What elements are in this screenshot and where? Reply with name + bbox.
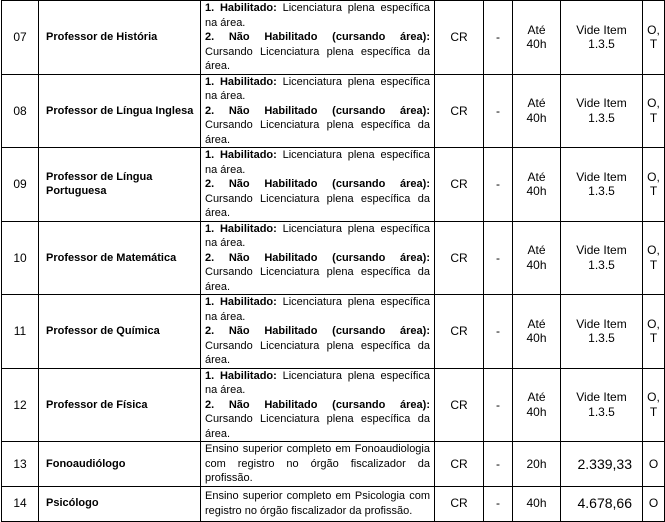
req2-label: 2. Não Habilitado (cursando área): [205,398,430,411]
salary: 4.678,66 [561,486,643,521]
table-row [2,368,665,442]
requirements [201,295,435,369]
requirements [201,74,435,148]
position-name: Fonoaudiólogo [39,442,201,487]
shift: O, T [643,74,665,148]
table-row [2,486,665,521]
position-name: Professor de Matemática [39,221,201,295]
shift: O [643,442,665,487]
vacancies: - [484,1,513,75]
table-row [2,295,665,369]
req1-text: Licenciatura plena específica na área. [205,2,430,29]
workload: Até 40h [513,148,561,222]
vacancies: - [484,368,513,442]
vacancies: - [484,295,513,369]
vacancies: - [484,486,513,521]
position-name: Professor de Língua Portuguesa [39,148,201,222]
shift: O [643,486,665,521]
row-number: 10 [2,221,39,295]
shift: O, T [643,1,665,75]
regime: CR [435,442,484,487]
table-row [2,442,665,487]
salary: Vide Item 1.3.5 [561,1,643,75]
regime: CR [435,74,484,148]
salary: Vide Item 1.3.5 [561,148,643,222]
table-row [2,221,665,295]
row-number: 07 [2,1,39,75]
req2-text: Cursando Licenciatura plena específica da área. [205,192,430,219]
req1-text: Licenciatura plena específica na área. [205,75,430,102]
position-name: Professor de Química [39,295,201,369]
regime: CR [435,368,484,442]
vacancies: - [484,221,513,295]
regime: CR [435,295,484,369]
shift: O, T [643,295,665,369]
req1-text: Licenciatura plena específica na área. [205,222,430,249]
req2-text: Cursando Licenciatura plena específica da área. [205,45,430,72]
req1-label: 1. Habilitado: [205,296,277,308]
table-row [2,74,665,148]
req1-text: Licenciatura plena específica na área. [205,369,430,396]
row-number: 12 [2,368,39,442]
shift: O, T [643,221,665,295]
requirements: Ensino superior completo em Fonoaudiologia com registro no órgão fiscalizador da profissão. [201,442,435,487]
req1-text: Licenciatura plena específica na área. [205,149,430,176]
workload: 40h [513,486,561,521]
position-name: Professor de História [39,1,201,75]
salary: Vide Item 1.3.5 [561,368,643,442]
req1-label: 1. Habilitado: [205,369,277,382]
req2-text: Cursando Licenciatura plena específica da área. [205,119,430,146]
position-name: Psicólogo [39,486,201,521]
workload: Até 40h [513,74,561,148]
req2-text: Cursando Licenciatura plena específica da área. [205,266,430,293]
req2-label: 2. Não Habilitado (cursando área): [205,178,430,190]
row-number: 14 [2,486,39,521]
positions-table [1,0,665,522]
req1-text: Licenciatura plena específica na área. [205,296,430,323]
row-number: 11 [2,295,39,369]
requirements: Ensino superior completo em Psicologia com registro no órgão fiscalizador da profissão. [201,486,435,521]
req2-label: 2. Não Habilitado (cursando área): [205,104,430,117]
vacancies: - [484,74,513,148]
regime: CR [435,148,484,222]
regime: CR [435,221,484,295]
vacancies: - [484,148,513,222]
req1-label: 1. Habilitado: [205,222,277,235]
workload: Até 40h [513,221,561,295]
position-name: Professor de Língua Inglesa [39,74,201,148]
salary: Vide Item 1.3.5 [561,74,643,148]
shift: O, T [643,368,665,442]
req2-text: Cursando Licenciatura plena específica da área. [205,413,430,440]
row-number: 09 [2,148,39,222]
req2-label: 2. Não Habilitado (cursando área): [205,325,430,337]
row-number: 13 [2,442,39,487]
req1-label: 1. Habilitado: [205,75,277,88]
req2-text: Cursando Licenciatura plena específica da área. [205,339,430,366]
req2-label: 2. Não Habilitado (cursando área): [205,31,430,43]
req1-label: 1. Habilitado: [205,149,277,161]
workload: 20h [513,442,561,487]
workload: Até 40h [513,368,561,442]
vacancies: - [484,442,513,487]
salary: Vide Item 1.3.5 [561,221,643,295]
position-name: Professor de Física [39,368,201,442]
requirements [201,1,435,75]
table-row [2,148,665,222]
regime: CR [435,1,484,75]
requirements [201,368,435,442]
regime: CR [435,486,484,521]
row-number: 08 [2,74,39,148]
req1-label: 1. Habilitado: [205,2,277,14]
req2-label: 2. Não Habilitado (cursando área): [205,251,430,264]
workload: Até 40h [513,295,561,369]
salary: 2.339,33 [561,442,643,487]
table-row [2,1,665,75]
salary: Vide Item 1.3.5 [561,295,643,369]
requirements [201,221,435,295]
workload: Até 40h [513,1,561,75]
requirements [201,148,435,222]
shift: O, T [643,148,665,222]
